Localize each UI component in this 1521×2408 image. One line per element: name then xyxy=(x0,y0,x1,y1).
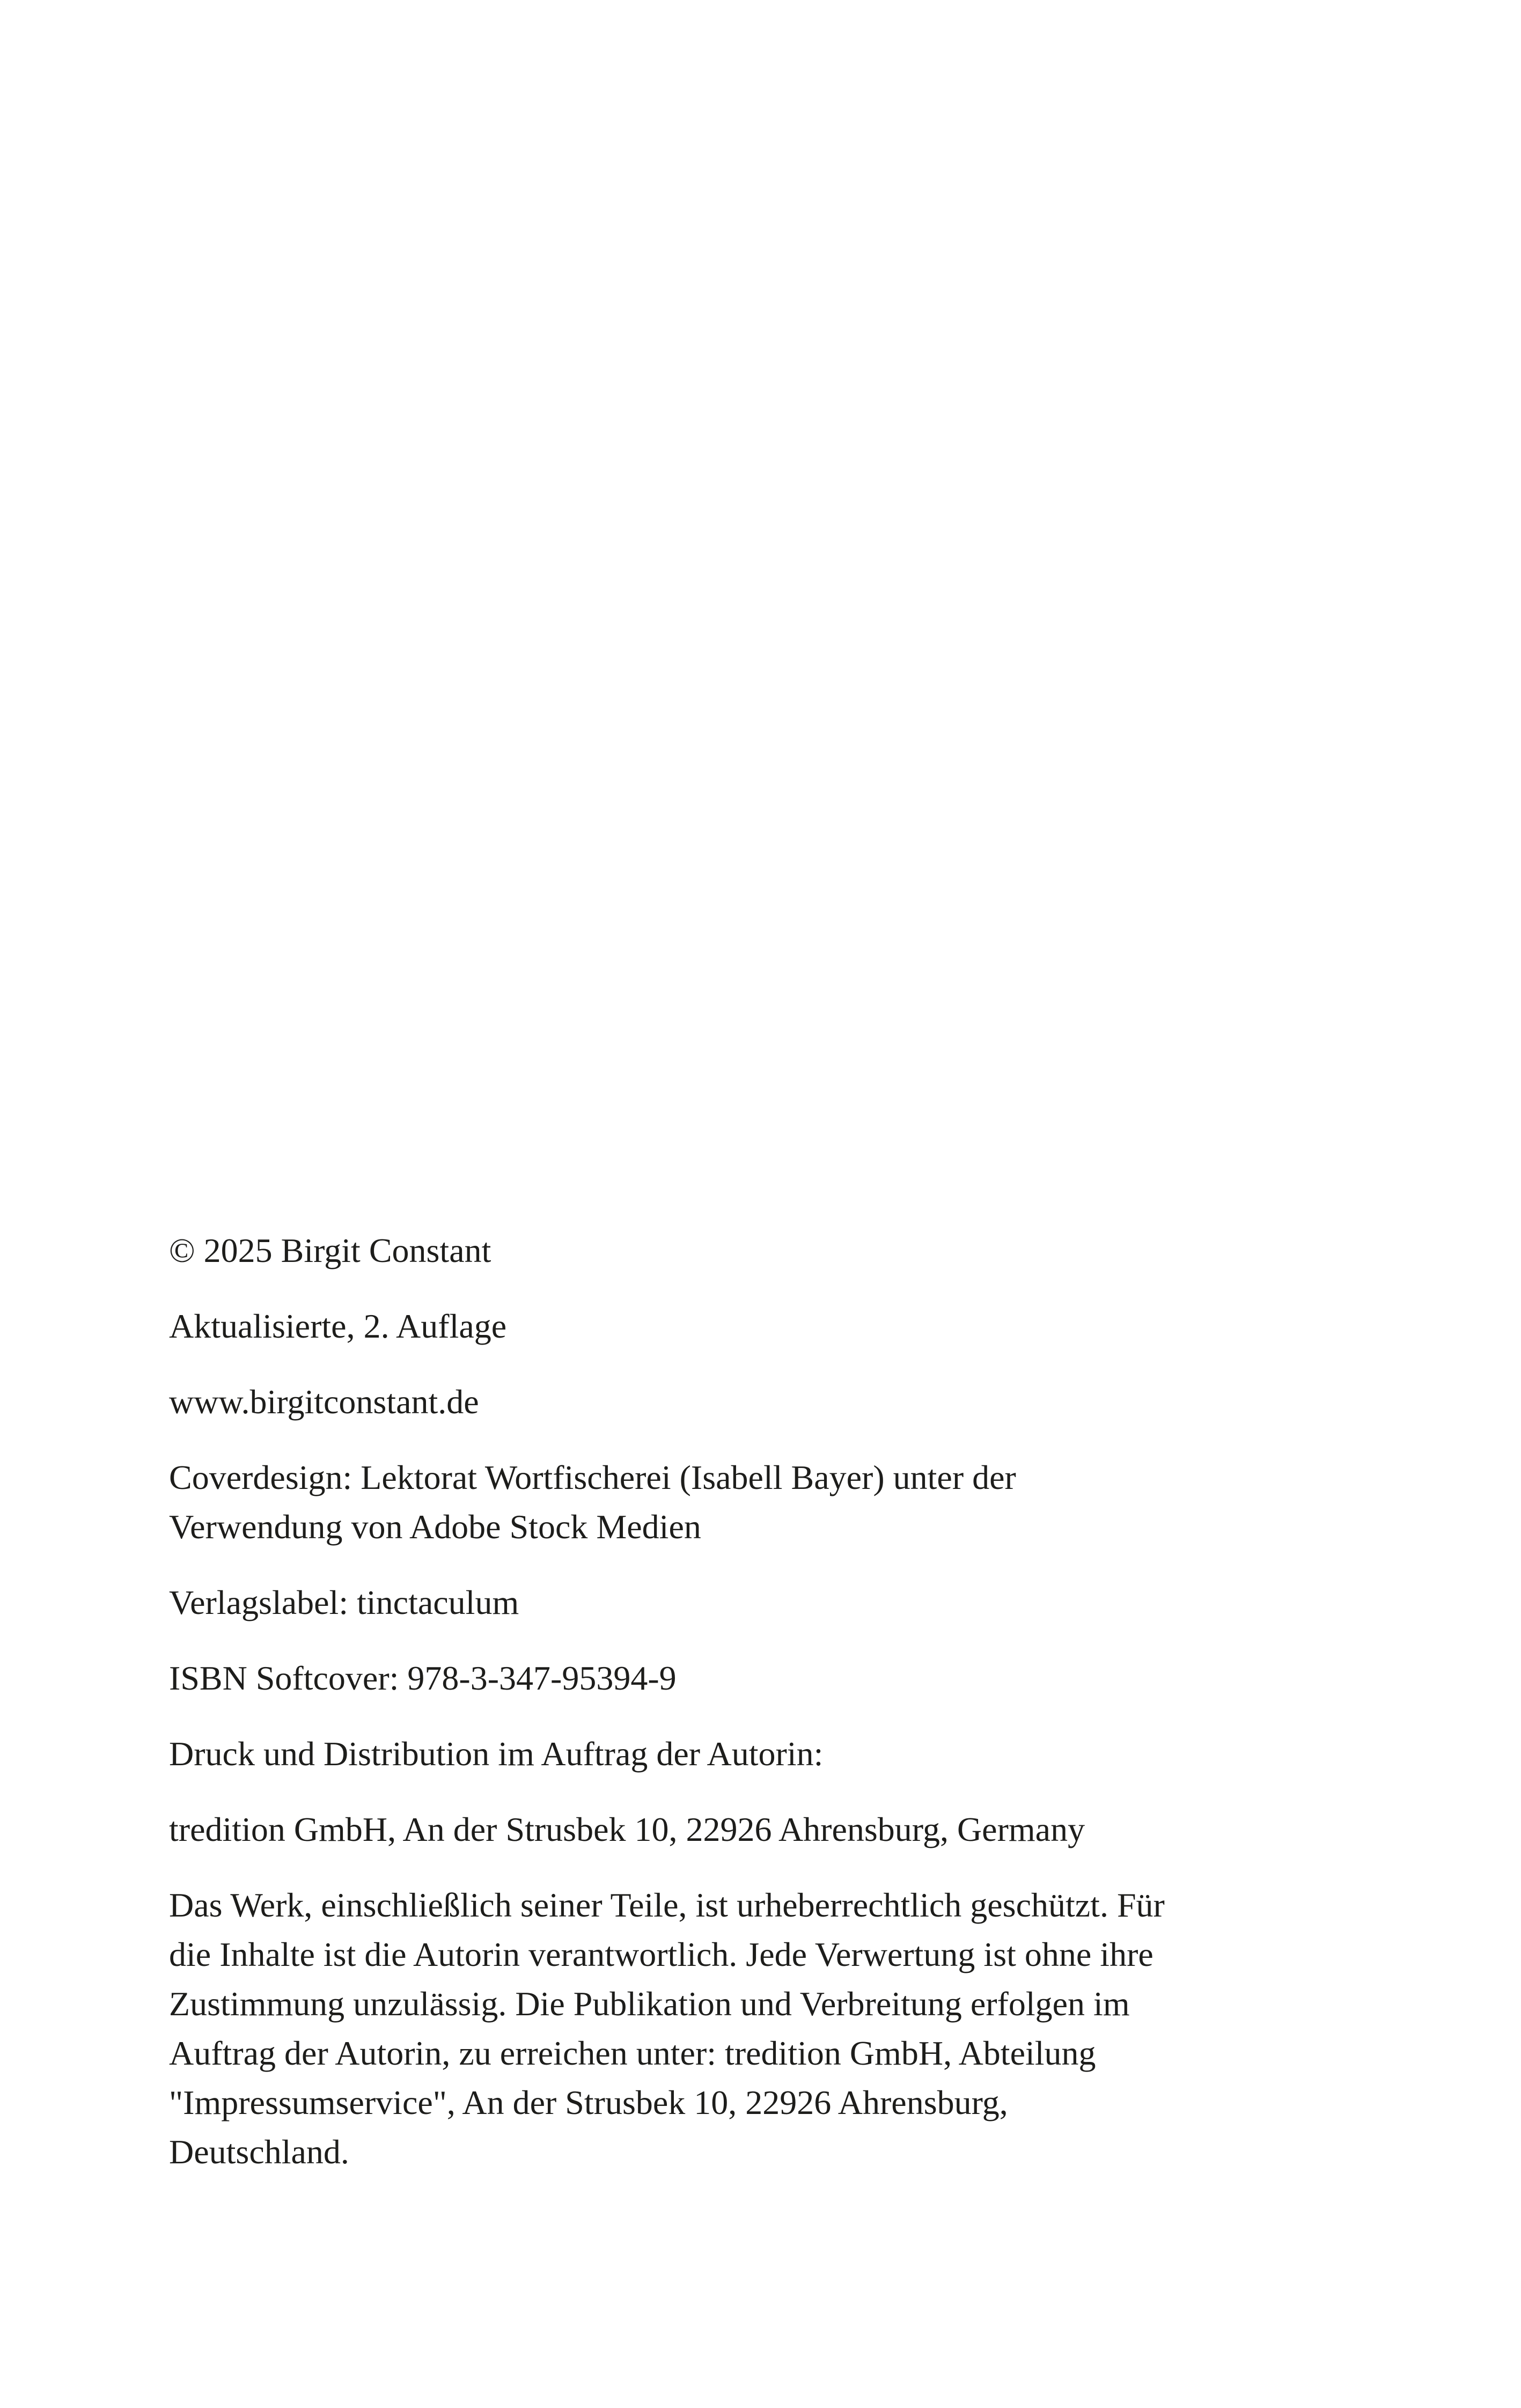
copyright-text: © 2025 Birgit Constant xyxy=(169,1231,491,1269)
cover-design-line-2: Verwendung von Adobe Stock Medien xyxy=(169,1508,701,1546)
legal-notice-line-2: die Inhalte ist die Autorin verantwortlich. Jede Verwertung ist ohne ihre xyxy=(169,1935,1153,1973)
distribution-line xyxy=(169,1729,1269,1779)
website-line xyxy=(169,1377,1269,1427)
edition-line xyxy=(169,1302,1269,1351)
legal-notice-line-3: Zustimmung unzulässig. Die Publikation und Verbreitung erfolgen im xyxy=(169,1985,1130,2023)
legal-notice-line-1: Das Werk, einschließlich seiner Teile, ist urheberrechtlich geschützt. Für xyxy=(169,1886,1165,1924)
imprint-block xyxy=(169,1226,1269,2177)
edition-text: Aktualisierte, 2. Auflage xyxy=(169,1307,507,1345)
cover-design-line-1: Coverdesign: Lektorat Wortfischerei (Isabell Bayer) unter der xyxy=(169,1458,1016,1496)
isbn-text: ISBN Softcover: 978-3-347-95394-9 xyxy=(169,1659,677,1697)
legal-notice-line-5: "Impressumservice", An der Strusbek 10, 22926 Ahrensburg, xyxy=(169,2083,1008,2121)
distribution-text: Druck und Distribution im Auftrag der Autorin: xyxy=(169,1735,824,1773)
cover-design-paragraph xyxy=(169,1453,1269,1552)
legal-notice-line-6: Deutschland. xyxy=(169,2133,349,2171)
copyright-line xyxy=(169,1226,1269,1275)
publisher-label-line xyxy=(169,1578,1269,1627)
address-line xyxy=(169,1805,1269,1854)
legal-notice-paragraph xyxy=(169,1881,1269,2177)
publisher-label-text: Verlagslabel: tinctaculum xyxy=(169,1583,519,1621)
legal-notice-line-4: Auftrag der Autorin, zu erreichen unter: tredition GmbH, Abteilung xyxy=(169,2034,1096,2072)
isbn-line xyxy=(169,1654,1269,1703)
website-link[interactable]: www.birgitconstant.de xyxy=(169,1383,479,1421)
address-text: tredition GmbH, An der Strusbek 10, 22926 Ahrensburg, Germany xyxy=(169,1810,1085,1848)
